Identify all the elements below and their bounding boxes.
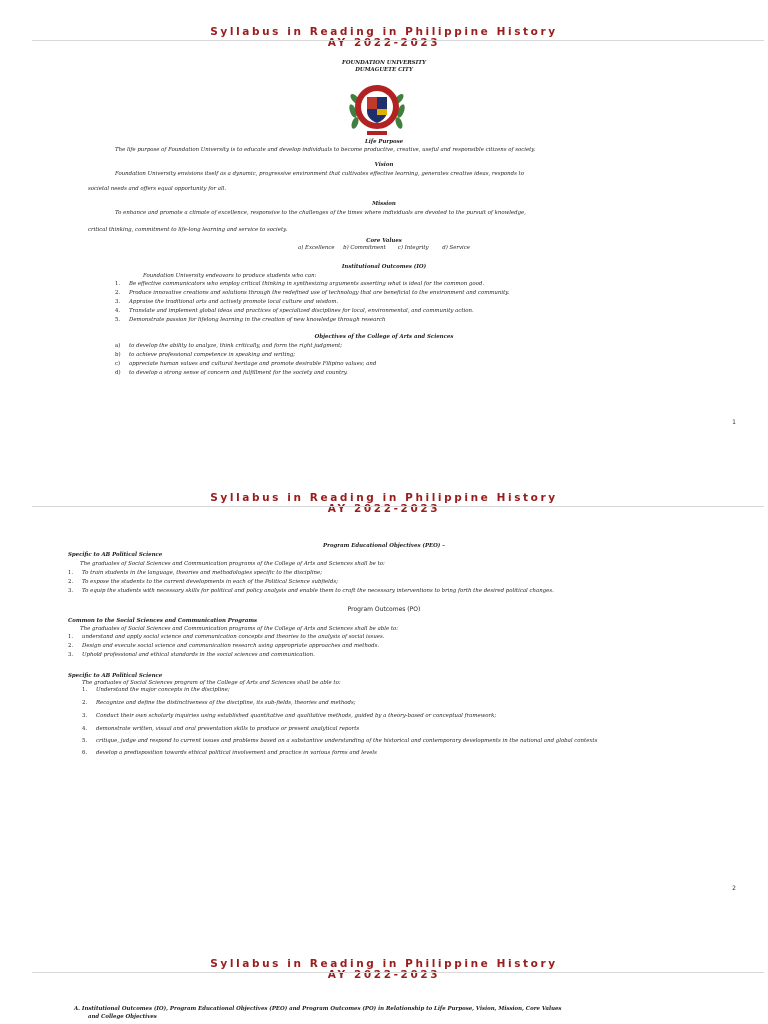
list-text: Design and execute social science and communication research using appropriate approaches and methods. [82, 643, 380, 649]
page-3 [0, 932, 768, 1024]
mission-text-line1: To enhance and promote a climate of excellence, responsive to the challenges of the times where individuals are devoted to the pursuit of knowledge, [115, 210, 526, 216]
vision-text-line1: Foundation University envisions itself as a dynamic, progressive environment that cultivates effective learning, generates creative ideas, responds to [115, 171, 524, 177]
header-title: Syllabus in Reading in Philippine History [210, 26, 558, 38]
list-number: 3. [115, 299, 121, 305]
list-text: to develop a strong sense of concern and fulfillment for the society and country. [129, 370, 348, 376]
list-text: To equip the students with necessary skills for political and policy analysis and enable them to craft the necessary interventions to bring forth the desired political changes. [82, 588, 554, 594]
list-text: develop a predisposition towards ethical political involvement and practice in various forms and levels [96, 750, 377, 756]
list-item [82, 713, 496, 720]
list-text: To expose the students to the current developments in each of the Political Science subfields; [82, 579, 338, 585]
list-text: Demonstrate passion for lifelong learning in the creation of new knowledge through research [129, 317, 386, 323]
list-text: To train students in the language, theories and methodologies specific to the discipline; [82, 570, 323, 576]
cas-heading: Objectives of the College of Arts and Sciences [314, 334, 454, 340]
vision-text-line2: societal needs and offers equal opportunity for all. [88, 186, 227, 192]
list-number: 4. [115, 308, 121, 314]
list-item [68, 652, 315, 659]
list-item [115, 299, 338, 306]
core-values-heading: Core Values [366, 238, 402, 244]
list-text: to achieve professional competence in speaking and writing; [129, 352, 296, 358]
list-item [68, 579, 338, 586]
university-name: FOUNDATION UNIVERSITY [342, 60, 426, 66]
list-item [115, 352, 295, 359]
list-text: critique, judge and respond to current issues and problems based on a substantive understanding of the historical and contemporary developments in the national and global contexts [96, 738, 598, 744]
list-number: 2. [115, 290, 121, 296]
section-a-heading-line2: and College Objectives [88, 1014, 157, 1020]
list-number: 2. [82, 700, 88, 706]
page-1 [0, 0, 768, 466]
list-item [115, 317, 385, 324]
list-text: Recognize and define the distinctiveness of the discipline, its sub-fields, theories and methods; [96, 700, 356, 706]
list-item [68, 634, 384, 641]
list-number: 1. [68, 634, 74, 640]
list-number: 5. [115, 317, 121, 323]
header-title: Syllabus in Reading in Philippine History [210, 958, 558, 970]
peo-specific-heading: Specific to AB Political Science [68, 552, 163, 558]
mission-text-line2: critical thinking, commitment to life-long learning and service to society. [88, 227, 288, 233]
list-number: 5. [82, 738, 88, 744]
list-number: 4. [82, 726, 88, 732]
list-item [115, 281, 484, 288]
list-letter: c) [115, 361, 121, 367]
po-common-heading: Common to the Social Sciences and Communication Programs [68, 618, 258, 624]
university-city: DUMAGUETE CITY [355, 67, 413, 73]
list-item [68, 588, 554, 595]
list-text: Appraise the traditional arts and actively promote local culture and wisdom. [129, 299, 339, 305]
list-number: 2. [68, 579, 74, 585]
list-number: 3. [82, 713, 88, 719]
list-item [115, 308, 474, 315]
io-heading: Institutional Outcomes (IO) [341, 264, 427, 270]
list-text: Translate and implement global ideas and practices of specialized disciplines for local, environmental, and community action. [129, 308, 474, 314]
list-text: Be effective communicators who employ critical thinking in synthesizing arguments asserting what is ideal for the common good. [129, 281, 485, 287]
header-year: AY 2022-2023 [327, 503, 441, 515]
list-item [68, 643, 379, 650]
list-item [115, 370, 348, 377]
po-specific-intro: The graduates of Social Sciences program of the College of Arts and Sciences shall be able to: [82, 680, 341, 686]
list-number: 3. [68, 588, 74, 594]
vision-heading: Vision [374, 162, 394, 168]
list-letter: b) [115, 352, 121, 358]
list-number: 1. [68, 570, 74, 576]
header-year: AY 2022-2023 [327, 37, 441, 49]
list-item [82, 750, 377, 757]
list-letter: a) [115, 343, 121, 349]
list-text: appreciate human values and cultural heritage and promote desirable Filipino values; and [129, 361, 377, 367]
list-text: to develop the ability to analyze, think critically, and form the right judgment; [129, 343, 343, 349]
section-a-heading-line1: A. Institutional Outcomes (IO), Program Educational Objectives (PEO) and Program Outcomes (PO) in Relationship to Life Purpose, Vision, Mission, Core Values [74, 1006, 562, 1012]
header-rule [32, 40, 764, 41]
page-2 [0, 466, 768, 932]
io-intro: Foundation University endeavors to produce students who can: [143, 273, 317, 279]
life-purpose-heading: Life Purpose [364, 139, 404, 145]
university-seal-logo [345, 79, 409, 137]
list-item [82, 726, 359, 733]
peo-heading: Program Educational Objectives (PEO) – [323, 543, 445, 549]
po-specific-heading: Specific to AB Political Science [68, 673, 163, 679]
po-heading: Program Outcomes (PO) [347, 606, 421, 613]
list-number: 1. [82, 687, 88, 693]
mission-heading: Mission [372, 201, 396, 207]
list-item [82, 700, 356, 707]
header-rule [32, 972, 764, 973]
header-rule [32, 506, 764, 507]
list-number: 6. [82, 750, 88, 756]
list-item [68, 570, 322, 577]
list-number: 2. [68, 643, 74, 649]
list-text: Conduct their own scholarly inquiries using established quantitative and qualitative methods, guided by a theory-based or conceptual framework; [96, 713, 497, 719]
list-item [115, 361, 376, 368]
list-item [82, 738, 597, 745]
list-text: understand and apply social science and communication concepts and theories to the analysis of social issues. [82, 634, 385, 640]
list-item [115, 343, 342, 350]
header-year: AY 2022-2023 [327, 969, 441, 981]
list-item [115, 290, 509, 297]
page-number: 2 [732, 885, 736, 892]
list-number: 3. [68, 652, 74, 658]
page-number: 1 [732, 419, 736, 426]
peo-intro: The graduates of Social Sciences and Communication programs of the College of Arts and Sciences shall be to: [80, 561, 385, 567]
list-text: Understand the major concepts in the discipline; [96, 687, 230, 693]
list-text: Uphold professional and ethical standards in the social sciences and communication. [82, 652, 315, 658]
list-item [82, 687, 230, 694]
header-title: Syllabus in Reading in Philippine History [210, 492, 558, 504]
core-values-list: a) Excellence b) Commitment c) Integrity d) Service [298, 245, 470, 251]
list-text: Produce innovative creations and solutions through the redefined use of technology that are beneficial to the environment and community. [129, 290, 510, 296]
life-purpose-text: The life purpose of Foundation University is to educate and develop individuals to become productive, creative, useful and responsible citizens of society. [115, 147, 536, 153]
list-letter: d) [115, 370, 121, 376]
list-text: demonstrate written, visual and oral presentation skills to produce or present analytical reports [96, 726, 360, 732]
list-number: 1. [115, 281, 121, 287]
po-common-intro: The graduates of Social Sciences and Communication programs of the College of Arts and Sciences shall be able to: [80, 626, 399, 632]
